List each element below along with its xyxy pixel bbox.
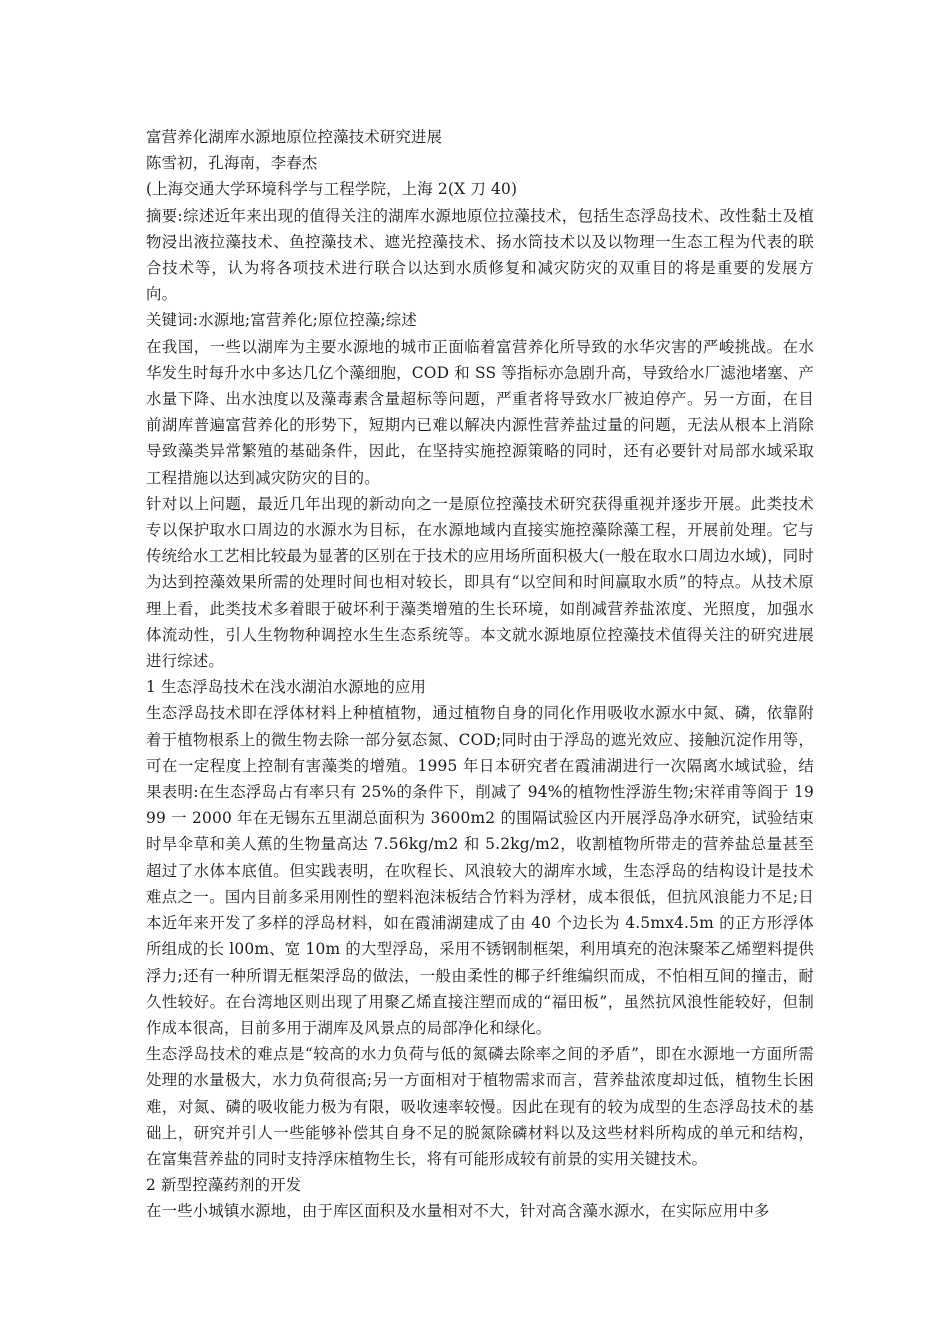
section-1-heading: 1 生态浮岛技术在浅水湖泊水源地的应用 (146, 678, 427, 697)
intro-paragraph-2: 针对以上问题，最近几年出现的新动向之一是原位控藻技术研究获得重视并逐步开展。此类技术专以保护取水口周边的水源水为目标，在水源地域内直接实施控藻除藻工程，开展前处理。它与传统给水工艺相比较最为显著的区别在于技术的应用场所面积极大(一般在取水口周边水域)，同时为达到控藻效果所需的处理时间也相对较长，即具有“以空间和时间赢取水质”的特点。从技术原理上看，此类技术多着眼于破坏利于藻类增殖的生长环境，如削减营养盐浓度、光照度，加强水体流动性，引人生物物种调控水生生态系统等。本文就水源地原位控藻技术值得关注的研究进展进行综述。 (146, 494, 814, 671)
section-1-paragraph-2: 生态浮岛技术的难点是“较高的水力负荷与低的氮磷去除率之间的矛盾”，即在水源地一方面所需处理的水量极大，水力负荷很高;另一方面相对于植物需求而言，营养盐浓度却过低，植物生长困难，对氮、磷的吸收能力极为有限，吸收速率较慢。因此在现有的较为成型的生态浮岛技术的基础上，研究并引人一些能够补偿其自身不足的脱氮除磷材料以及这些材料所构成的单元和结构，在富集营养盐的同时支持浮床植物生长，将有可能形成较有前景的实用关键技术。 (146, 1045, 814, 1168)
document-body (146, 124, 814, 1225)
paper-authors: 陈雪初，孔海南，李春杰 (146, 154, 318, 173)
section-1-paragraph-1: 生态浮岛技术即在浮体材料上种植植物，通过植物自身的同化作用吸收水源水中氮、磷，依靠附着于植物根系上的微生物去除一部分氨态氮、COD;同时由于浮岛的遮光效应、接触沉淀作用等，可在一定程度上控制有害藻类的增殖。1995 年日本研究者在霞浦湖进行一次隔离水域试验，结果表明:在生态浮岛占有率只有 25%的条件下，削减了 94%的植物性浮游生物;宋祥甫等阎于 1999 一 2000 年在无锡东五里湖总面积为 3600m2 的围隔试验区内开展浮岛净水研究，试验结束时旱伞草和美人蕉的生物量高达 7.56kg/m2 和 5.2kg/m2，收割植物所带走的营养盐总量甚至超过了水体本底值。但实践表明，在吹程长、风浪较大的湖库水域，生态浮岛的结构设计是技术难点之一。国内目前多采用刚性的塑料泡沫板结合竹料为浮材，成本很低，但抗风浪能力不足;日本近年来开发了多样的浮岛材料，如在霞浦湖建成了由 40 个边长为 4.5mx4.5m 的正方形浮体所组成的长 l00m、宽 10m 的大型浮岛，采用不锈钢制框架，利用填充的泡沫聚苯乙烯塑料提供浮力;还有一种所谓无框架浮岛的做法，一般由柔性的椰子纤维编织而成，不怕相互间的撞击，耐久性较好。在台湾地区则出现了用聚乙烯直接注塑而成的“福田板”，虽然抗风浪性能较好，但制作成本很高，目前多用于湖库及风景点的局部净化和绿化。 (146, 704, 814, 1037)
paper-keywords: 关键词:水源地;富营养化;原位控藻;综述 (146, 311, 417, 330)
paper-title: 富营养化湖库水源地原位控藻技术研究进展 (146, 128, 443, 146)
section-2-paragraph-1: 在一些小城镇水源地，由于库区面积及水量相对不大，针对高含藻水源水，在实际应用中多 (146, 1202, 770, 1221)
paper-affiliation: (上海交通大学环境科学与工程学院，上海 2(X 刀 40) (146, 180, 518, 199)
intro-paragraph-1: 在我国，一些以湖库为主要水源地的城市正面临着富营养化所导致的水华灾害的严峻挑战。在水华发生时每升水中多达几亿个藻细胞，COD 和 SS 等指标亦急剧升高，导致给水厂滤池堵塞、产水量下降、出水浊度以及藻毒素含量超标等问题，严重者将导致水厂被迫停产。另一方面，在目前湖库普遍富营养化的形势下，短期内已难以解决内源性营养盐过量的问题，无法从根本上消除导致藻类异常繁殖的基础条件，因此，在坚持实施控源策略的同时，还有必要针对局部水域采取工程措施以达到减灾防灾的目的。 (146, 337, 814, 487)
section-2-heading: 2 新型控藻药剂的开发 (146, 1176, 302, 1195)
paper-abstract: 摘要:综述近年来出现的值得关注的湖库水源地原位拉藻技术，包括生态浮岛技术、改性黏土及植物浸出液拉藻技术、鱼控藻技术、遮光控藻技术、扬水筒技术以及以物理一生态工程为代表的联合技术等，认为将各项技术进行联合以达到水质修复和减灾防灾的双重目的将是重要的发展方向。 (146, 206, 814, 304)
